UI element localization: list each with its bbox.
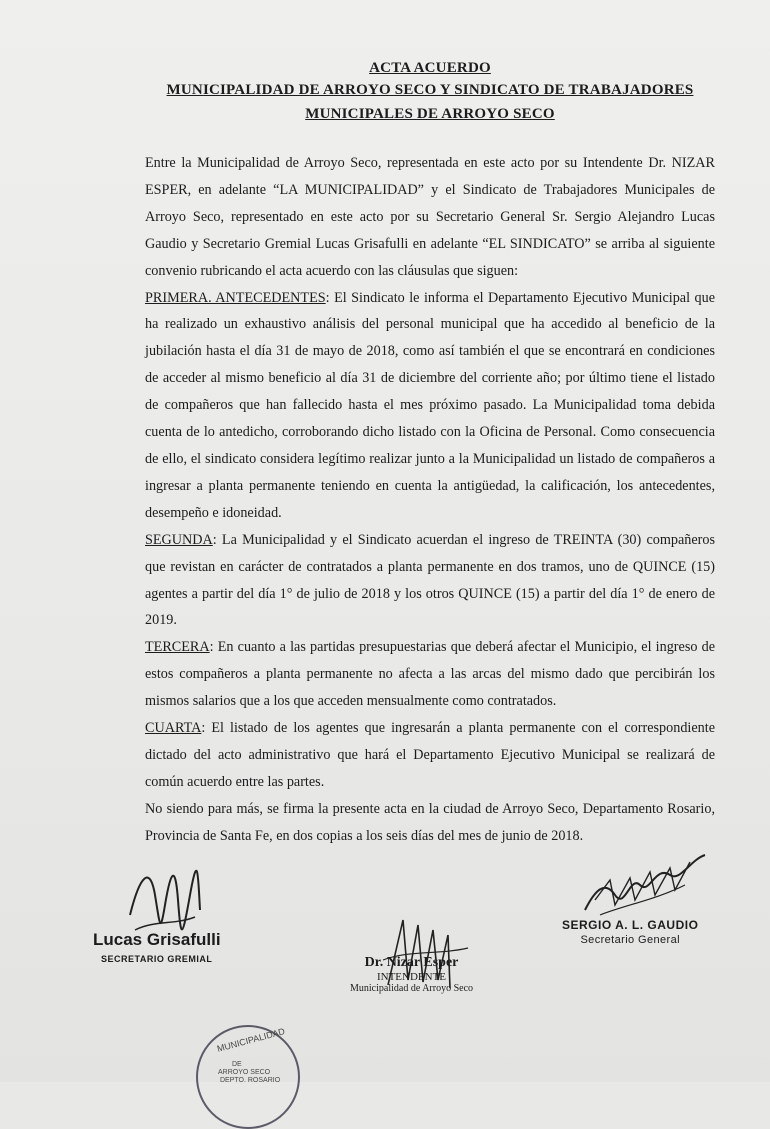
clause-tercera-text: : En cuanto a las partidas presupuestarias que deberá afectar el Municipio, el ingreso de estos compañeros a planta permanente no afecta a las arcas del mismo dado que percibirán los mismos salarios que a los que acceden mensualmente como contratados. — [145, 639, 715, 710]
signatory-role-right: Secretario General — [580, 934, 680, 946]
signatory-role-left: SECRETARIO GREMIAL — [101, 954, 213, 964]
clause-primera-text: : El Sindicato le informa el Departamento Ejecutivo Municipal que ha realizado un exhaustivo análisis del personal municipal que ha accedido al beneficio de la jubilación hasta el día 31 de mayo de 2018, como así también el que se encontrará en condiciones de acceder al mismo beneficio al día 31 de diciembre del corriente año; por último tiene el listado de compañeros que han fallecido hasta el mes próximo pasado. La Municipalidad toma debida cuenta de lo antedicho, corroborando dicho listado con la Oficina de Personal. Como consecuencia de ello, el sindicato considera legítimo realizar junto a la Municipalidad un listado de compañeros a ingresar a planta permanente teniendo en cuenta la antigüedad, la calificación, los antecedentes, desempeño e idoneidad. — [145, 289, 716, 521]
signatory-role-center: INTENDENTE — [376, 971, 447, 983]
document-title: ACTA ACUERDO — [369, 60, 491, 76]
clause-tercera-label: TERCERA — [145, 639, 210, 656]
clause-segunda — [145, 527, 715, 635]
signature-scribble-right — [575, 850, 715, 925]
clause-segunda-text: : La Municipalidad y el Sindicato acuerdan el ingreso de TREINTA (30) compañeros que revistan en carácter de contratados a planta permanente en dos tramos, uno de QUINCE (15) agentes a partir del día 1° de julio de 2018 y los otros QUINCE (15) a partir del día 1° de enero de 2019. — [145, 531, 715, 629]
clause-primera — [145, 285, 715, 527]
intro-paragraph: Entre la Municipalidad de Arroyo Seco, representada en este acto por su Intendente Dr. NIZAR ESPER, en adelante “LA MUNICIPALIDAD” y el Sindicato de Trabajadores Municipales de Arroyo Seco, representado en este acto por su Secretario General Sr. Sergio Alejandro Lucas Gaudio y Secretario Gremial Lucas Grisafulli en adelante “EL SINDICATO” se arriba al siguiente convenio rubricando el acta acuerdo con las cláusulas que siguen: — [145, 155, 715, 279]
municipal-seal-stamp: MUNICIPALIDAD DE ARROYO SECO DEPTO. ROSARIO — [196, 1025, 300, 1129]
signatory-name-right: SERGIO A. L. GAUDIO — [562, 918, 699, 932]
clause-cuarta-label: CUARTA — [145, 720, 202, 737]
document-subtitle-line1: MUNICIPALIDAD DE ARROYO SECO Y SINDICATO DE TRABAJADORES — [166, 82, 694, 98]
clause-cuarta-text: : El listado de los agentes que ingresarán a planta permanente con el correspondiente dictado del acto administrativo que hará el Departamento Ejecutivo Municipal se realizará de común acuerdo entre las partes. — [145, 720, 715, 790]
signatory-name-left: Lucas Grisafulli — [93, 930, 221, 949]
clause-primera-label: PRIMERA. ANTECEDENTES — [145, 289, 326, 306]
document-body — [145, 150, 715, 850]
signature-block-right — [562, 918, 698, 946]
clause-cuarta — [145, 715, 715, 796]
signature-block-left — [93, 930, 221, 964]
signatory-name-center: Dr. Nizar Esper — [364, 955, 459, 970]
clause-segunda-label: SEGUNDA — [145, 531, 213, 548]
signatory-org-center: Municipalidad de Arroyo Seco — [350, 983, 474, 994]
closing-paragraph: No siendo para más, se firma la presente acta en la ciudad de Arroyo Seco, Departamento Rosario, Provincia de Santa Fe, en dos copias a los seis días del mes de junio de 2018. — [145, 800, 715, 844]
document-subtitle-line2: MUNICIPALES DE ARROYO SECO — [305, 106, 555, 122]
clause-tercera — [145, 634, 715, 715]
signature-block-center — [350, 955, 473, 994]
